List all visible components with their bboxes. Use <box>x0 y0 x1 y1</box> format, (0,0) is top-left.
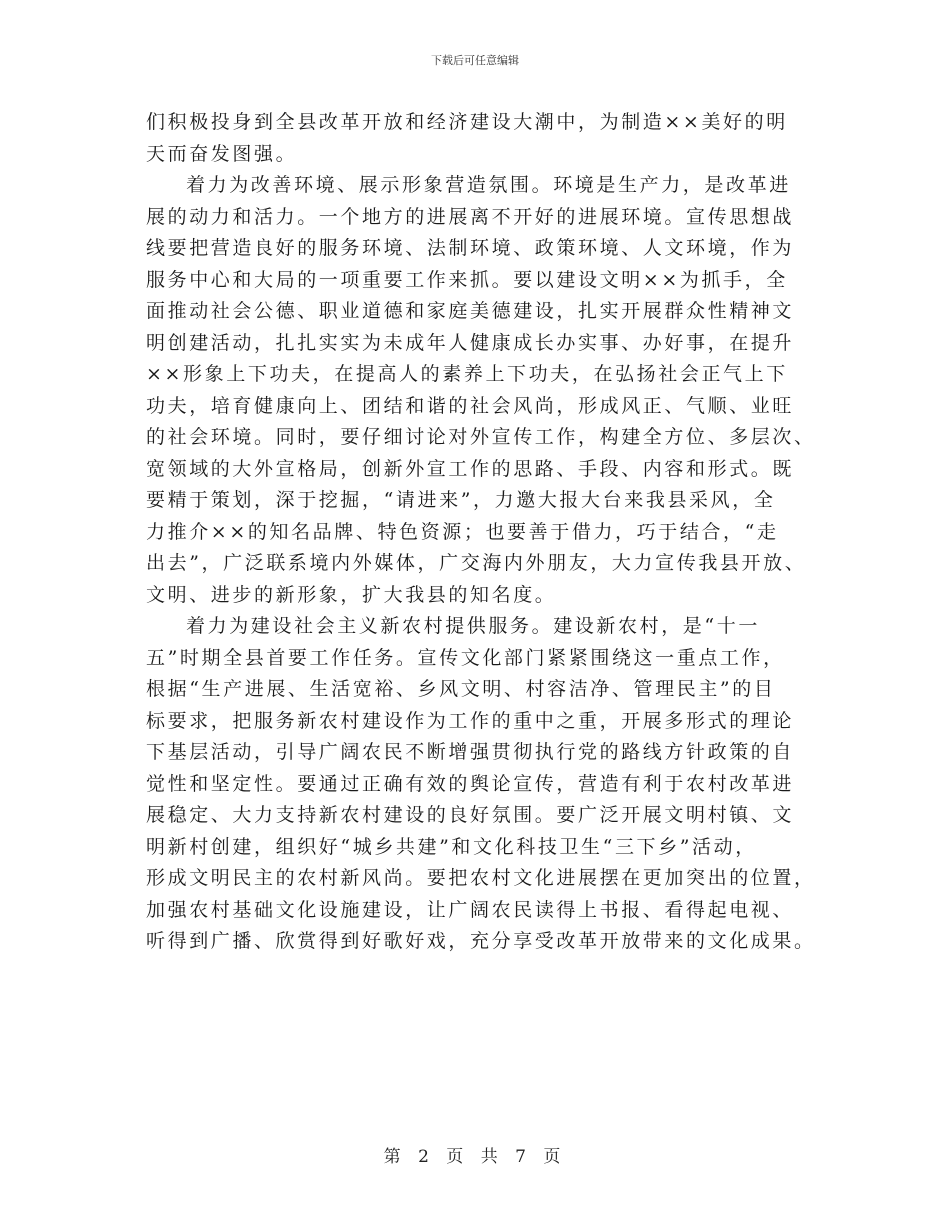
text-line: 着力为建设社会主义新农村提供服务。建设新农村，是“十一 <box>186 615 760 637</box>
paragraph-new-countryside <box>146 611 816 958</box>
text-line: 听得到广播、欣赏得到好歌好戏，充分享受改革开放带来的文化成果。 <box>146 930 816 952</box>
text-line: 下基层活动，引导广阔农民不断增强贯彻执行党的路线方针政策的自 <box>146 741 795 763</box>
text-line: 宽领域的大外宣格局，创新外宣工作的思路、手段、内容和形式。既 <box>146 457 795 480</box>
paragraph-environment <box>146 170 816 611</box>
text-line: 要精于策划，深于挖掘，“请进来”，力邀大报大台来我县采风，全 <box>146 489 776 511</box>
text-line: 的社会环境。同时，要仔细讨论对外宣传工作，构建全方位、多层次、 <box>146 426 816 448</box>
text-line: ××形象上下功夫，在提高人的素养上下功夫，在弘扬社会正气上下 <box>146 363 788 385</box>
page-number-footer: 第 2 页 共 7 页 <box>383 1147 567 1167</box>
text-line: 出去”，广泛联系境内外媒体，广交海内外朋友，大力宣传我县开放、 <box>146 552 807 574</box>
text-line: 天而奋发图强。 <box>146 142 298 165</box>
text-line: 展的动力和活力。一个地方的进展离不开好的进展环境。宣传思想战 <box>146 205 795 228</box>
text-line: 明创建活动，扎扎实实为未成年人健康成长办实事、办好事，在提升 <box>146 331 795 354</box>
text-line: 标要求，把服务新农村建设作为工作的重中之重，开展多形式的理论 <box>146 709 795 732</box>
page-header-note: 下载后可任意编辑 <box>431 54 519 67</box>
text-line: 五”时期全县首要工作任务。宣传文化部门紧紧围绕这一重点工作， <box>146 646 785 669</box>
text-line: 展稳定、大力支持新农村建设的良好氛围。要广泛开展文明村镇、文 <box>146 804 795 826</box>
text-line: 文明、进步的新形象，扩大我县的知名度。 <box>146 583 557 606</box>
text-line: 功夫，培育健康向上、团结和谐的社会风尚，形成风正、气顺、业旺 <box>146 394 795 417</box>
text-line: 明新村创建，组织好“城乡共建”和文化科技卫生“三下乡”活动， <box>146 835 757 858</box>
paragraph-continuation <box>146 107 816 170</box>
text-line: 线要把营造良好的服务环境、法制环境、政策环境、人文环境，作为 <box>146 237 795 259</box>
text-line: 服务中心和大局的一项重要工作来抓。要以建设文明××为抓手，全 <box>146 268 788 291</box>
document-body <box>146 107 816 958</box>
text-line: 加强农村基础文化设施建设，让广阔农民读得上书报、看得起电视、 <box>146 898 795 921</box>
text-line: 们积极投身到全县改革开放和经济建设大潮中，为制造××美好的明 <box>146 111 788 133</box>
text-line: 形成文明民主的农村新风尚。要把农村文化进展摆在更加突出的位置， <box>146 867 816 889</box>
text-line: 着力为改善环境、展示形象营造氛围。环境是生产力，是改革进 <box>186 174 791 196</box>
text-line: 力推介××的知名品牌、特色资源；也要善于借力，巧于结合，“走 <box>146 520 779 543</box>
text-line: 根据“生产进展、生活宽裕、乡风文明、村容洁净、管理民主”的目 <box>146 678 776 700</box>
text-line: 觉性和坚定性。要通过正确有效的舆论宣传，营造有利于农村改革进 <box>146 772 795 795</box>
text-line: 面推动社会公德、职业道德和家庭美德建设，扎实开展群众性精神文 <box>146 300 795 322</box>
